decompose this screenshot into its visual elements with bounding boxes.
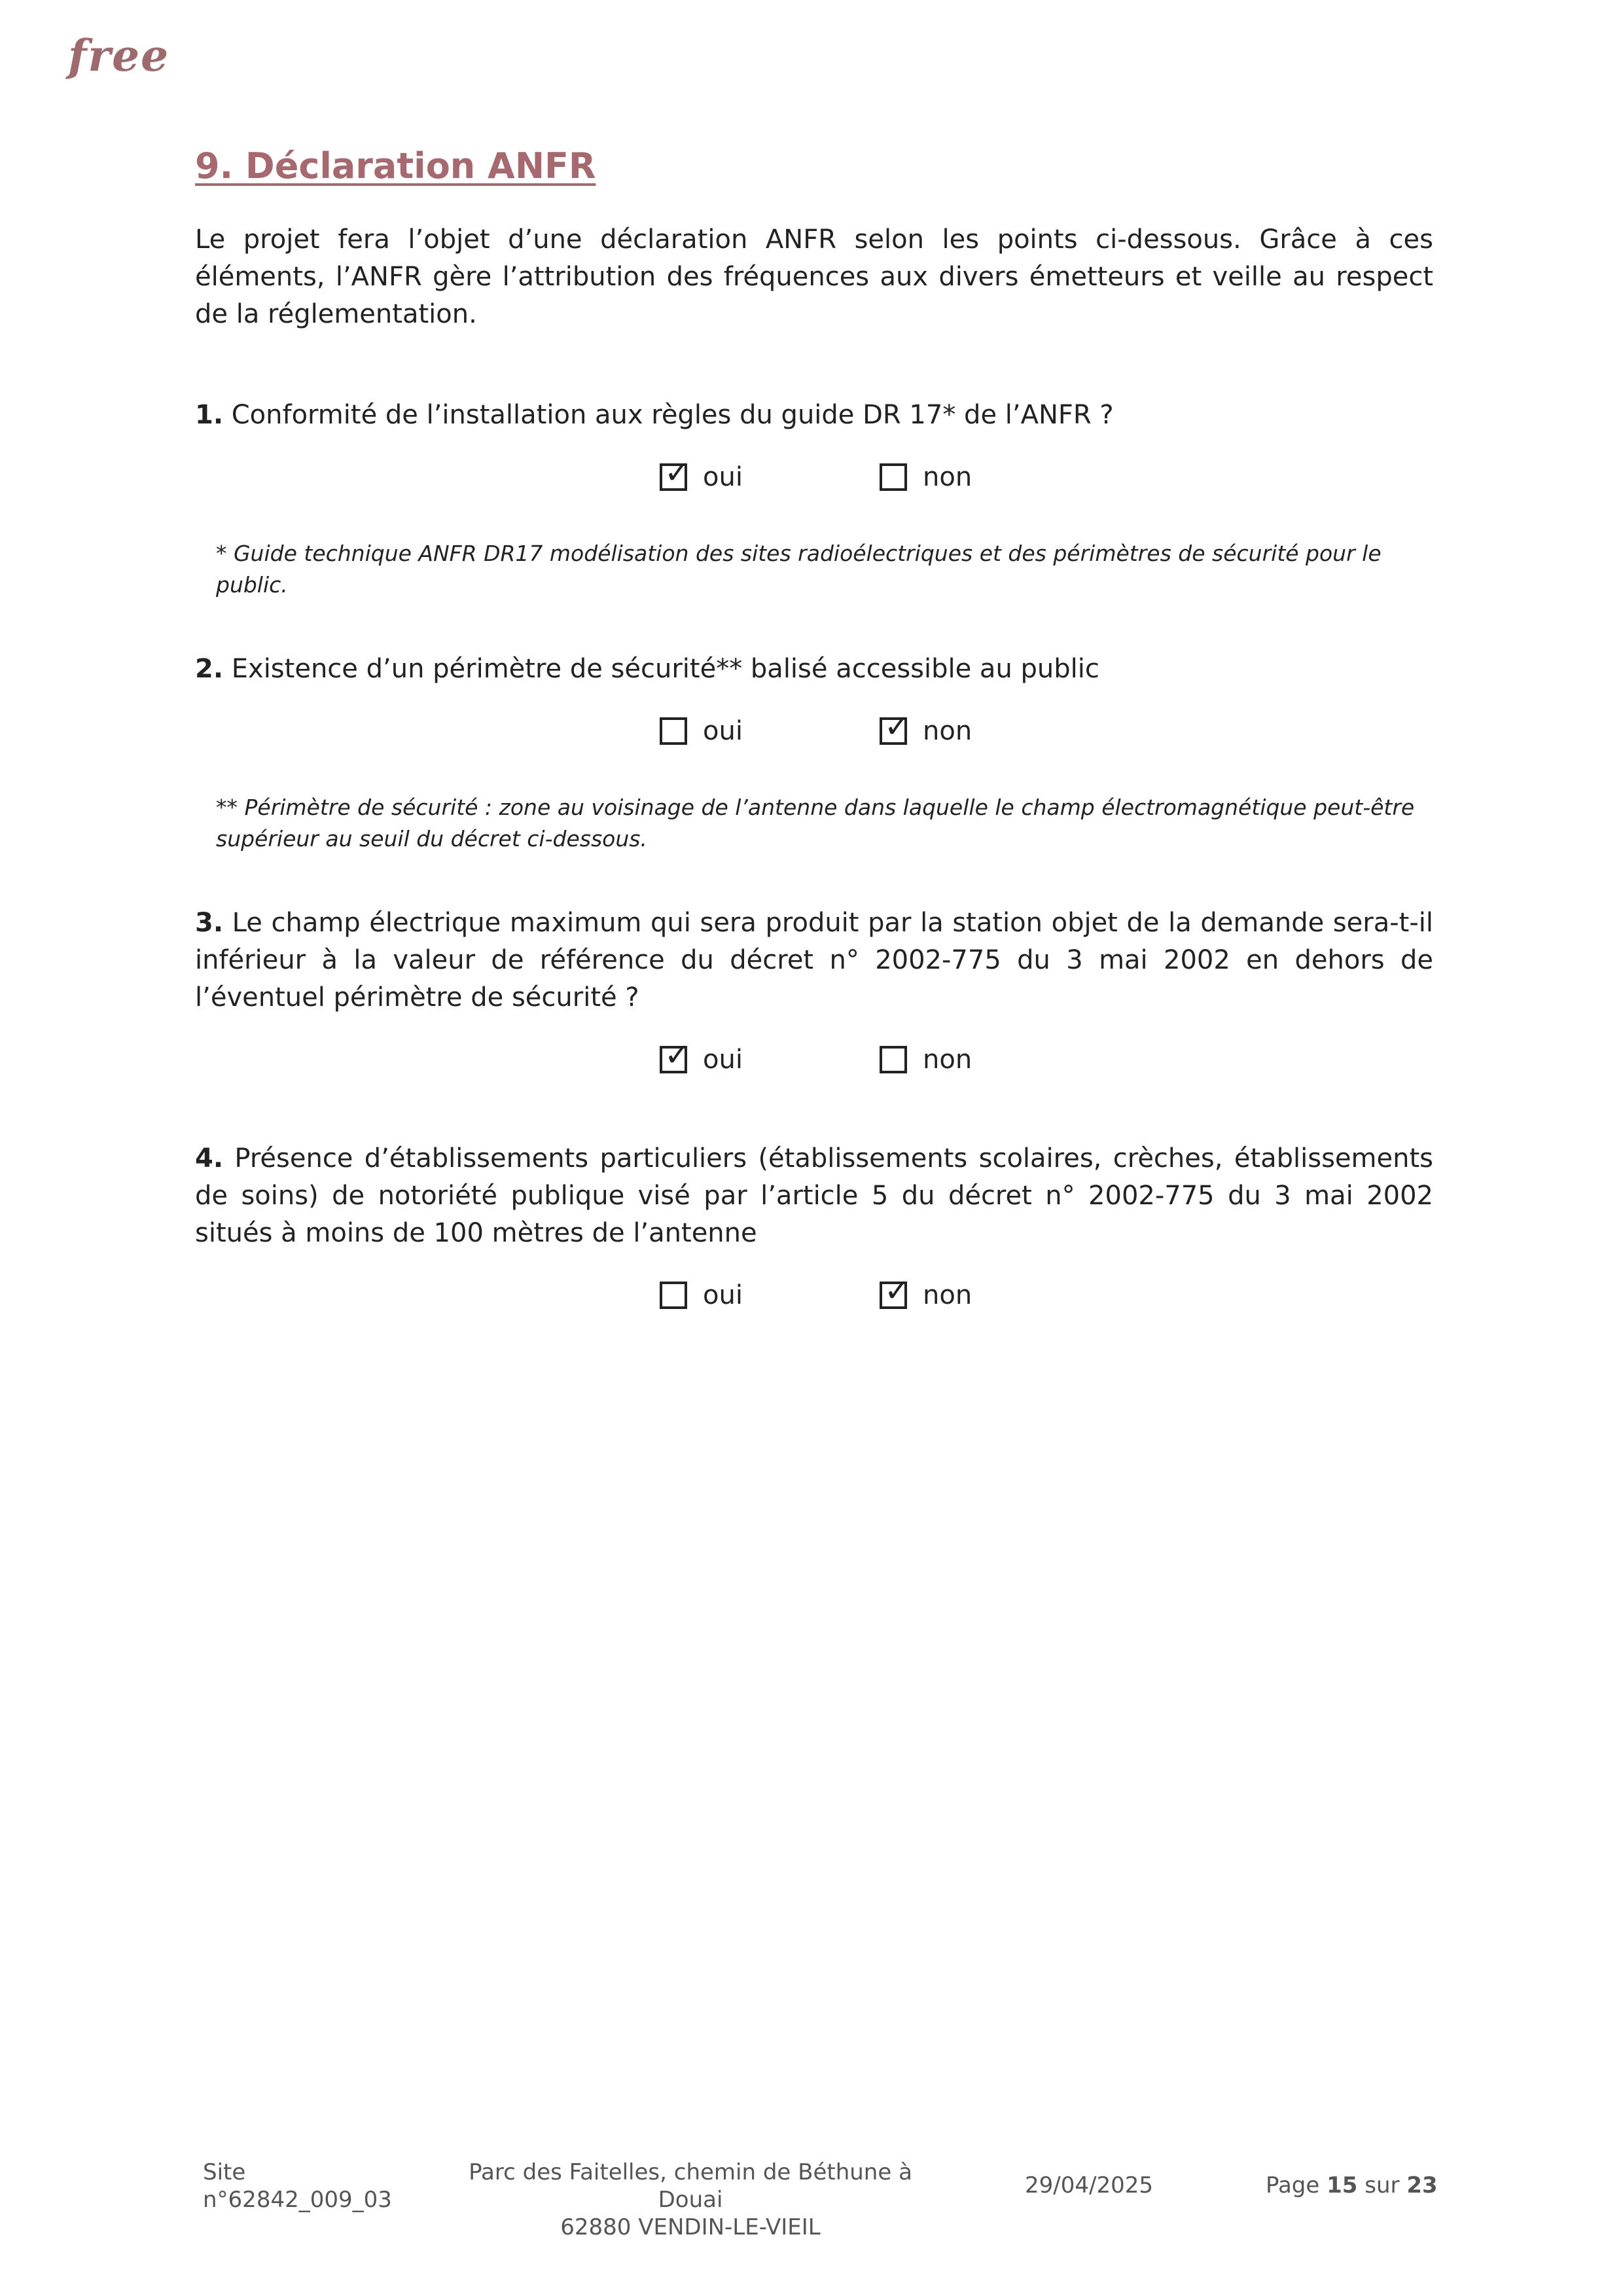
checkbox-label: non — [923, 462, 972, 492]
q2-non-checkbox[interactable] — [880, 708, 972, 746]
checkbox-label: oui — [703, 716, 743, 746]
checkbox-box[interactable] — [880, 1272, 911, 1309]
q1-footnote: * Guide technique ANFR DR17 modélisation des sites radioélectriques et des périmètres de sécurité pour le public. — [216, 541, 1382, 598]
check-mark-icon: ✓ — [664, 1037, 691, 1073]
q3-non-checkbox[interactable] — [880, 1045, 972, 1075]
footer-date: 29/04/2025 — [1025, 2172, 1153, 2198]
page-current: 15 — [1327, 2172, 1358, 2198]
section-title: 9. Déclaration ANFR — [195, 145, 596, 187]
page-separator: sur — [1364, 2172, 1400, 2198]
checkbox-label: non — [923, 1280, 972, 1310]
question-number: 2. — [195, 654, 224, 684]
q1-non-checkbox[interactable] — [880, 462, 972, 492]
question-text: Présence d’établissements particuliers (établissements scolaires, crèches, établissements de soins) de notoriété publique visé par l’article 5 du décret n° 2002-775 du 3 mai 2002 situés à moins de 100 mètres de l’antenne — [195, 1143, 1433, 1248]
checkbox-box[interactable] — [660, 1282, 687, 1309]
intro-paragraph: Le projet fera l’objet d’une déclaration ANFR selon les points ci-dessous. Grâce à ces éléments, l’ANFR gère l’attribution des fréquences aux divers émetteurs et veille au respect de la réglementation. — [195, 224, 1433, 329]
footer-page-number — [1266, 2172, 1438, 2199]
question-number: 3. — [195, 908, 224, 938]
checkbox-label: oui — [703, 1045, 743, 1075]
footer-site-label: Site — [203, 2159, 246, 2185]
question-text: Existence d’un périmètre de sécurité** balisé accessible au public — [231, 654, 1099, 684]
q3-oui-checkbox[interactable] — [660, 1037, 743, 1075]
question-number: 4. — [195, 1143, 224, 1174]
footer-address-line2: 62880 VENDIN-LE-VIEIL — [560, 2214, 821, 2240]
q4-non-checkbox[interactable] — [880, 1272, 972, 1310]
footer-address-line1: Parc des Faitelles, chemin de Béthune à Douai — [469, 2159, 912, 2213]
footer-address — [452, 2159, 929, 2241]
checkbox-label: non — [923, 716, 972, 746]
question-text: Le champ électrique maximum qui sera produit par la station objet de la demande sera-t-il inférieur à la valeur de référence du décret n° 2002-775 du 3 mai 2002 en dehors de l’éventuel périmètre de sécurité ? — [195, 908, 1433, 1013]
question-number: 1. — [195, 400, 224, 430]
check-mark-icon: ✓ — [884, 1272, 911, 1309]
question-text: Conformité de l’installation aux règles du guide DR 17* de l’ANFR ? — [231, 400, 1114, 430]
checkbox-box[interactable] — [660, 454, 691, 491]
question-4 — [195, 1140, 1433, 1252]
q1-oui-checkbox[interactable] — [660, 454, 743, 492]
checkbox-label: oui — [703, 1280, 743, 1310]
free-logo: free — [68, 30, 170, 81]
check-mark-icon: ✓ — [664, 454, 691, 491]
question-2 — [195, 651, 1433, 688]
checkbox-label: oui — [703, 462, 743, 492]
checkbox-box[interactable] — [660, 1037, 691, 1073]
footer-site-id: n°62842_009_03 — [203, 2187, 392, 2213]
checkbox-box[interactable] — [880, 463, 907, 491]
question-1 — [195, 397, 1433, 434]
checkbox-box[interactable] — [880, 708, 911, 745]
question-3 — [195, 905, 1433, 1016]
q2-oui-checkbox[interactable] — [660, 716, 743, 746]
footer-site — [203, 2159, 392, 2214]
page-prefix: Page — [1266, 2172, 1320, 2198]
check-mark-icon: ✓ — [884, 708, 911, 745]
q2-footnote: ** Périmètre de sécurité : zone au voisinage de l’antenne dans laquelle le champ électromagnétique peut-être supérieur au seuil du décret ci-dessous. — [216, 795, 1415, 852]
q4-oui-checkbox[interactable] — [660, 1280, 743, 1310]
page-total: 23 — [1406, 2172, 1438, 2198]
checkbox-box[interactable] — [660, 717, 687, 745]
checkbox-label: non — [923, 1045, 972, 1075]
checkbox-box[interactable] — [880, 1046, 907, 1073]
